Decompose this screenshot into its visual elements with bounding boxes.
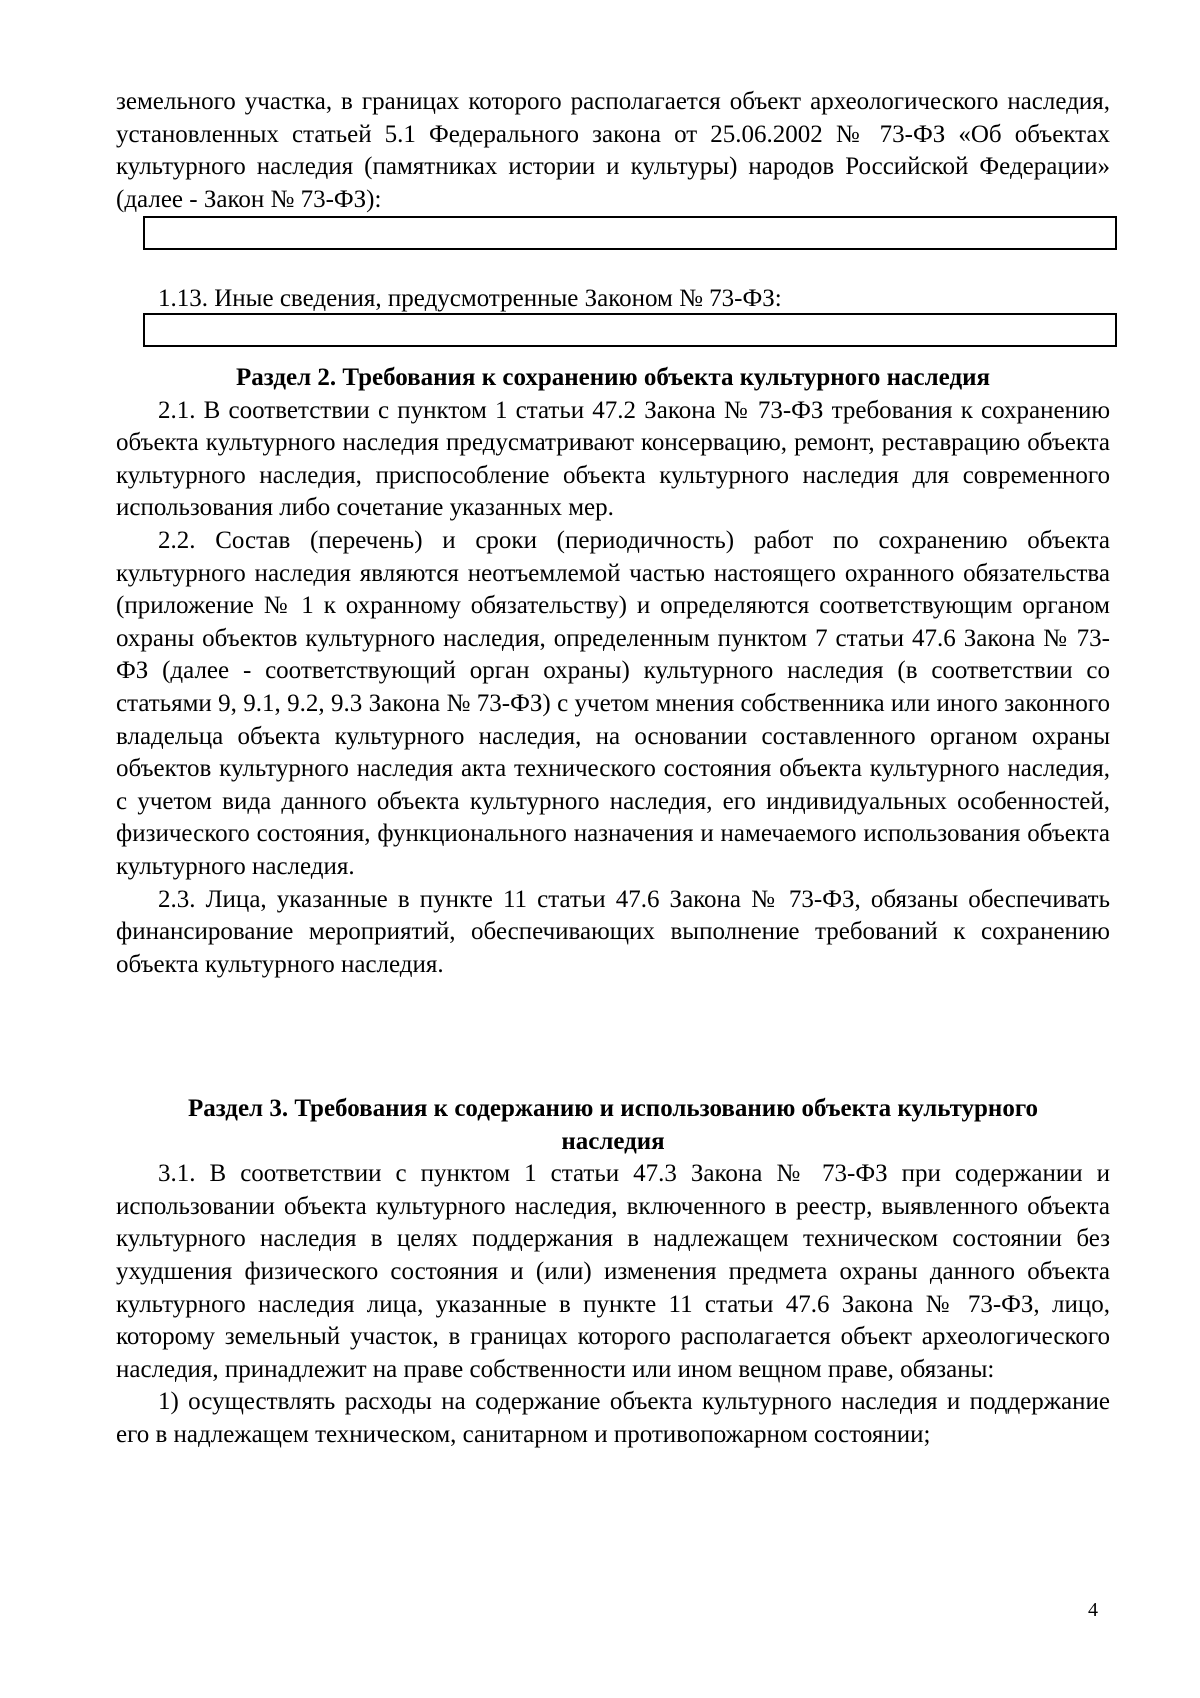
intro-paragraph: земельного участка, в границах которого располагается объект археологического наследия, установленных статьей 5.1 Федерального закона от 25.06.2002 № 73-ФЗ «Об объектах культурного наследия (памятниках истории и культуры) народов Российской Федерации» (далее - Закон № 73-ФЗ): xyxy=(116,88,1110,213)
item-1-13-label: 1.13. Иные сведения, предусмотренные Законом № 73-ФЗ: xyxy=(158,285,782,312)
page-number: 4 xyxy=(1088,1599,1098,1621)
section-2-heading: Раздел 2. Требования к сохранению объекта культурного наследия xyxy=(235,364,991,391)
intro-block xyxy=(116,86,1110,216)
item-1-13-field-box[interactable] xyxy=(143,313,1117,347)
section-2-paragraph-3: 2.3. Лица, указанные в пункте 11 статьи 47.6 Закона № 73-ФЗ, обязаны обеспечивать финансирование мероприятий, обеспечивающих выполнение требований к сохранению объекта культурного наследия. xyxy=(116,885,1110,978)
item-1-13-block xyxy=(116,283,1110,316)
section-3-heading: Раздел 3. Требования к содержанию и использованию объекта культурного наследия xyxy=(187,1095,1039,1155)
section-2-paragraph-1: 2.1. В соответствии с пунктом 1 статьи 47.2 Закона № 73-ФЗ требования к сохранению объекта культурного наследия предусматривают консервацию, ремонт, реставрацию объекта культурного наследия, приспособление объекта культурного наследия для современного использования либо сочетание указанных мер. xyxy=(116,396,1110,522)
section-3 xyxy=(116,1093,1110,1452)
section-2-paragraph-2: 2.2. Состав (перечень) и сроки (периодичность) работ по сохранению объекта культурного наследия являются неотъемлемой частью настоящего охранного обязательства (приложение № 1 к охранному обязательству) и определяются соответствующим органом охраны объектов культурного наследия, определенным пунктом 7 статьи 47.6 Закона № 73-ФЗ (далее - соответствующий орган охраны) культурного наследия (в соответствии со статьями 9, 9.1, 9.2, 9.3 Закона № 73-ФЗ) с учетом мнения собственника или иного законного владельца объекта культурного наследия, на основании составленного органом охраны объектов культурного наследия акта технического состояния объекта культурного наследия, с учетом вида данного объекта культурного наследия, его индивидуальных особенностей, физического состояния, функционального назначения и намечаемого использования объекта культурного наследия. xyxy=(116,526,1110,880)
intro-field-box[interactable] xyxy=(143,216,1117,250)
section-3-paragraph-1: 3.1. В соответствии с пунктом 1 статьи 47.3 Закона № 73-ФЗ при содержании и использовании объекта культурного наследия, включенного в реестр, выявленного объекта культурного наследия в целях поддержания в надлежащем техническом состоянии без ухудшения физического состояния и (или) изменения предмета охраны данного объекта культурного наследия лица, указанные в пункте 11 статьи 47.6 Закона № 73-ФЗ, лицо, которому земельный участок, в границах которого располагается объект археологического наследия, принадлежит на праве собственности или ином вещном праве, обязаны: xyxy=(116,1160,1110,1383)
section-3-paragraph-2: 1) осуществлять расходы на содержание объекта культурного наследия и поддержание его в надлежащем техническом, санитарном и противопожарном состоянии; xyxy=(116,1388,1110,1448)
section-2 xyxy=(116,362,1110,981)
